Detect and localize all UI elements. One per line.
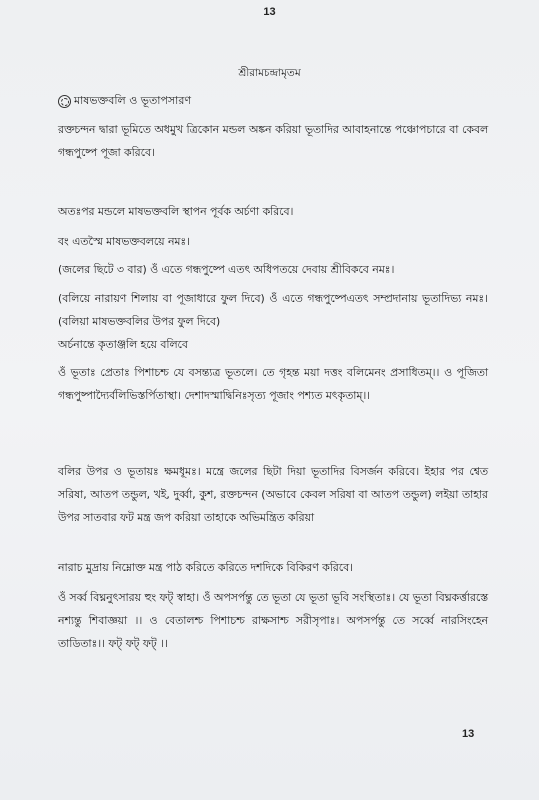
paragraph-narayan-shila: (বলিয়ে নারায়ণ শিলায় বা পূজাধারে ফুল দিবে) ওঁ এতে গন্ধপুষ্পেএতৎ সম্প্রদানায় ভূতাদিভ্য নমঃ। (বলিয়া মাষভক্তবলির উপর ফুল দিবে)	[58, 292, 488, 328]
section-title-text: মাষভক্তবলি ও ভূতাপসারণ	[74, 94, 192, 107]
page-heading: শ্রীরামচন্দ্রামৃতম	[238, 67, 301, 79]
section-title	[58, 92, 191, 111]
paragraph-offering: অতঃপর মন্ডলে মাষভক্তবলি স্থাপন পূর্বক অর্চণা করিবে।	[58, 205, 294, 218]
paragraph-mantra-bang: বং এতস্মৈ মাষভক্তবলয়ে নমঃ।	[58, 235, 191, 248]
ornament-icon	[58, 95, 71, 108]
paragraph-water-sprinkle: (জলের ছিটে ৩ বার) ওঁ এতে গন্ধপুষ্পে এতৎ অধিপতয়ে দেবায় শ্রীবিকবে নমঃ।	[58, 263, 395, 276]
page-number-bottom: 13	[462, 728, 475, 740]
page-number-top: 13	[263, 6, 276, 18]
paragraph-invocation: রক্তচন্দন দ্বারা ভূমিতে অধমুখ ত্রিকোন মন্ডল অঙ্কন করিয়া ভূতাদির আবাহনান্তে পঞ্চোপচারে বা কেবল গন্ধপুষ্পে পূজা করিবে।	[58, 123, 488, 159]
paragraph-bhuta-prayer: ওঁ ভূতাঃ প্রেতাঃ পিশাচশ্চ যে বসন্ত্যত্র ভূতলে। তে গৃহন্ত ময়া দত্তং বলিমেনং প্রসাধিতম্।। ও পূজিতা গন্ধপুষ্পাদ্যৈর্বলিভিস্তর্পিতাস্থা। দেশাদস্মাদ্বিনিঃসৃত্য পূজাং পশ্যত মৎকৃতাম্।।	[58, 366, 488, 402]
paragraph-visarjan: বলির উপর ও ভূতায়ঃ ক্ষমধূমঃ। মন্ত্রে জলের ছিটা দিয়া ভূতাদির বিসর্জন করিবে। ইহার পর শ্বেত সরিষা, আতপ তন্ডুল, খই, দুর্ব্বা, কুশ, রক্তচন্দন (অভাবে কেবল সরিষা বা আতপ তন্ডুল) লইয়া তাহার উপর সাতবার ফট মন্ত্র জপ করিয়া তাহাকে অভিমন্ত্রিত করিয়া	[58, 465, 488, 524]
paragraph-naracha-mudra: নারাচ মুদ্রায় নিম্নোক্ত মন্ত্র পাঠ করিতে করিতে দশদিকে বিকিরণ করিবে।	[58, 561, 353, 574]
paragraph-folded-hands: অর্চনান্তে কৃতাঞ্জলি হয়ে বলিবে	[58, 338, 188, 351]
paragraph-apasarpantu: ওঁ সর্ব্ব বিঘ্ননুৎসারয় হুং ফট্ স্বাহা। ওঁ অপসর্পন্তু তে ভূতা যে ভূতা ভূবি সংস্থিতাঃ। যে ভূতা বিঘ্নকর্ত্তারস্তে নশ্যন্তু শিবাজ্ঞয়া ।। ও বেতালশ্চ পিশাচশ্চ রাক্ষসাশ্চ সরীসৃপাঃ। অপসর্পন্তু তে সর্ব্বে নারসিংহেন তাডিতাঃ।। ফট্ ফট্ ফট্ ।।	[58, 591, 488, 650]
